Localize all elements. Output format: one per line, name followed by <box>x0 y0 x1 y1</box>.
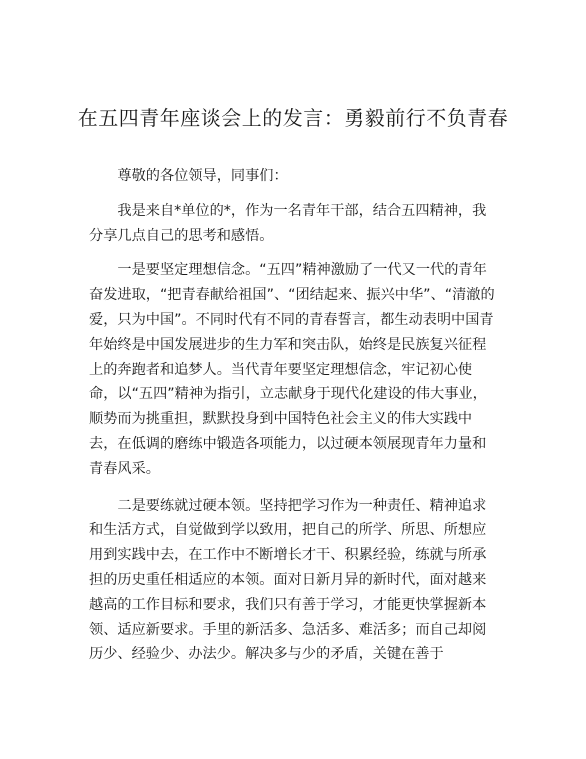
point-two-paragraph: 二是要练就过硬本领。坚持把学习作为一种责任、精神追求和生活方式，自觉做到学以致用，把自己的所学、所思、所想应用到实践中去，在工作中不断增长才干、积累经验，练就与所承担的历史重任相适应的本领。面对日新月异的新时代，面对越来越高的工作目标和要求，我们只有善于学习，才能更快掌握新本领、适应新要求。手里的新活多、急活多、难活多；而自己却阅历少、经验少、办法少。解决多与少的矛盾，关键在善于 <box>89 497 487 663</box>
intro-paragraph: 我是来自*单位的*，作为一名青年干部，结合五四精神，我分享几点自己的思考和感悟。 <box>89 202 487 244</box>
salutation-paragraph: 尊敬的各位领导，同事们： <box>117 168 288 184</box>
document-title: 在五四青年座谈会上的发言：勇毅前行不负青春 <box>77 106 509 130</box>
document-body <box>89 164 499 667</box>
point-one-paragraph: 一是要坚定理想信念。“五四”精神激励了一代又一代的青年奋发进取，“把青春献给祖国”、“团结起来、振兴中华”、“清澈的爱，只为中国”。不同时代有不同的青春誓言，都生动表明中国青年始终是中国发展进步的生力军和突击队，始终是民族复兴征程上的奔跑者和追梦人。当代青年要坚定理想信念，牢记初心使命，以“五四”精神为指引，立志献身于现代化建设的伟大事业，顺势而为挑重担，默默投身到中国特色社会主义的伟大实践中去，在低调的磨练中锻造各项能力，以过硬本领展现青年力量和青春风采。 <box>89 262 495 477</box>
